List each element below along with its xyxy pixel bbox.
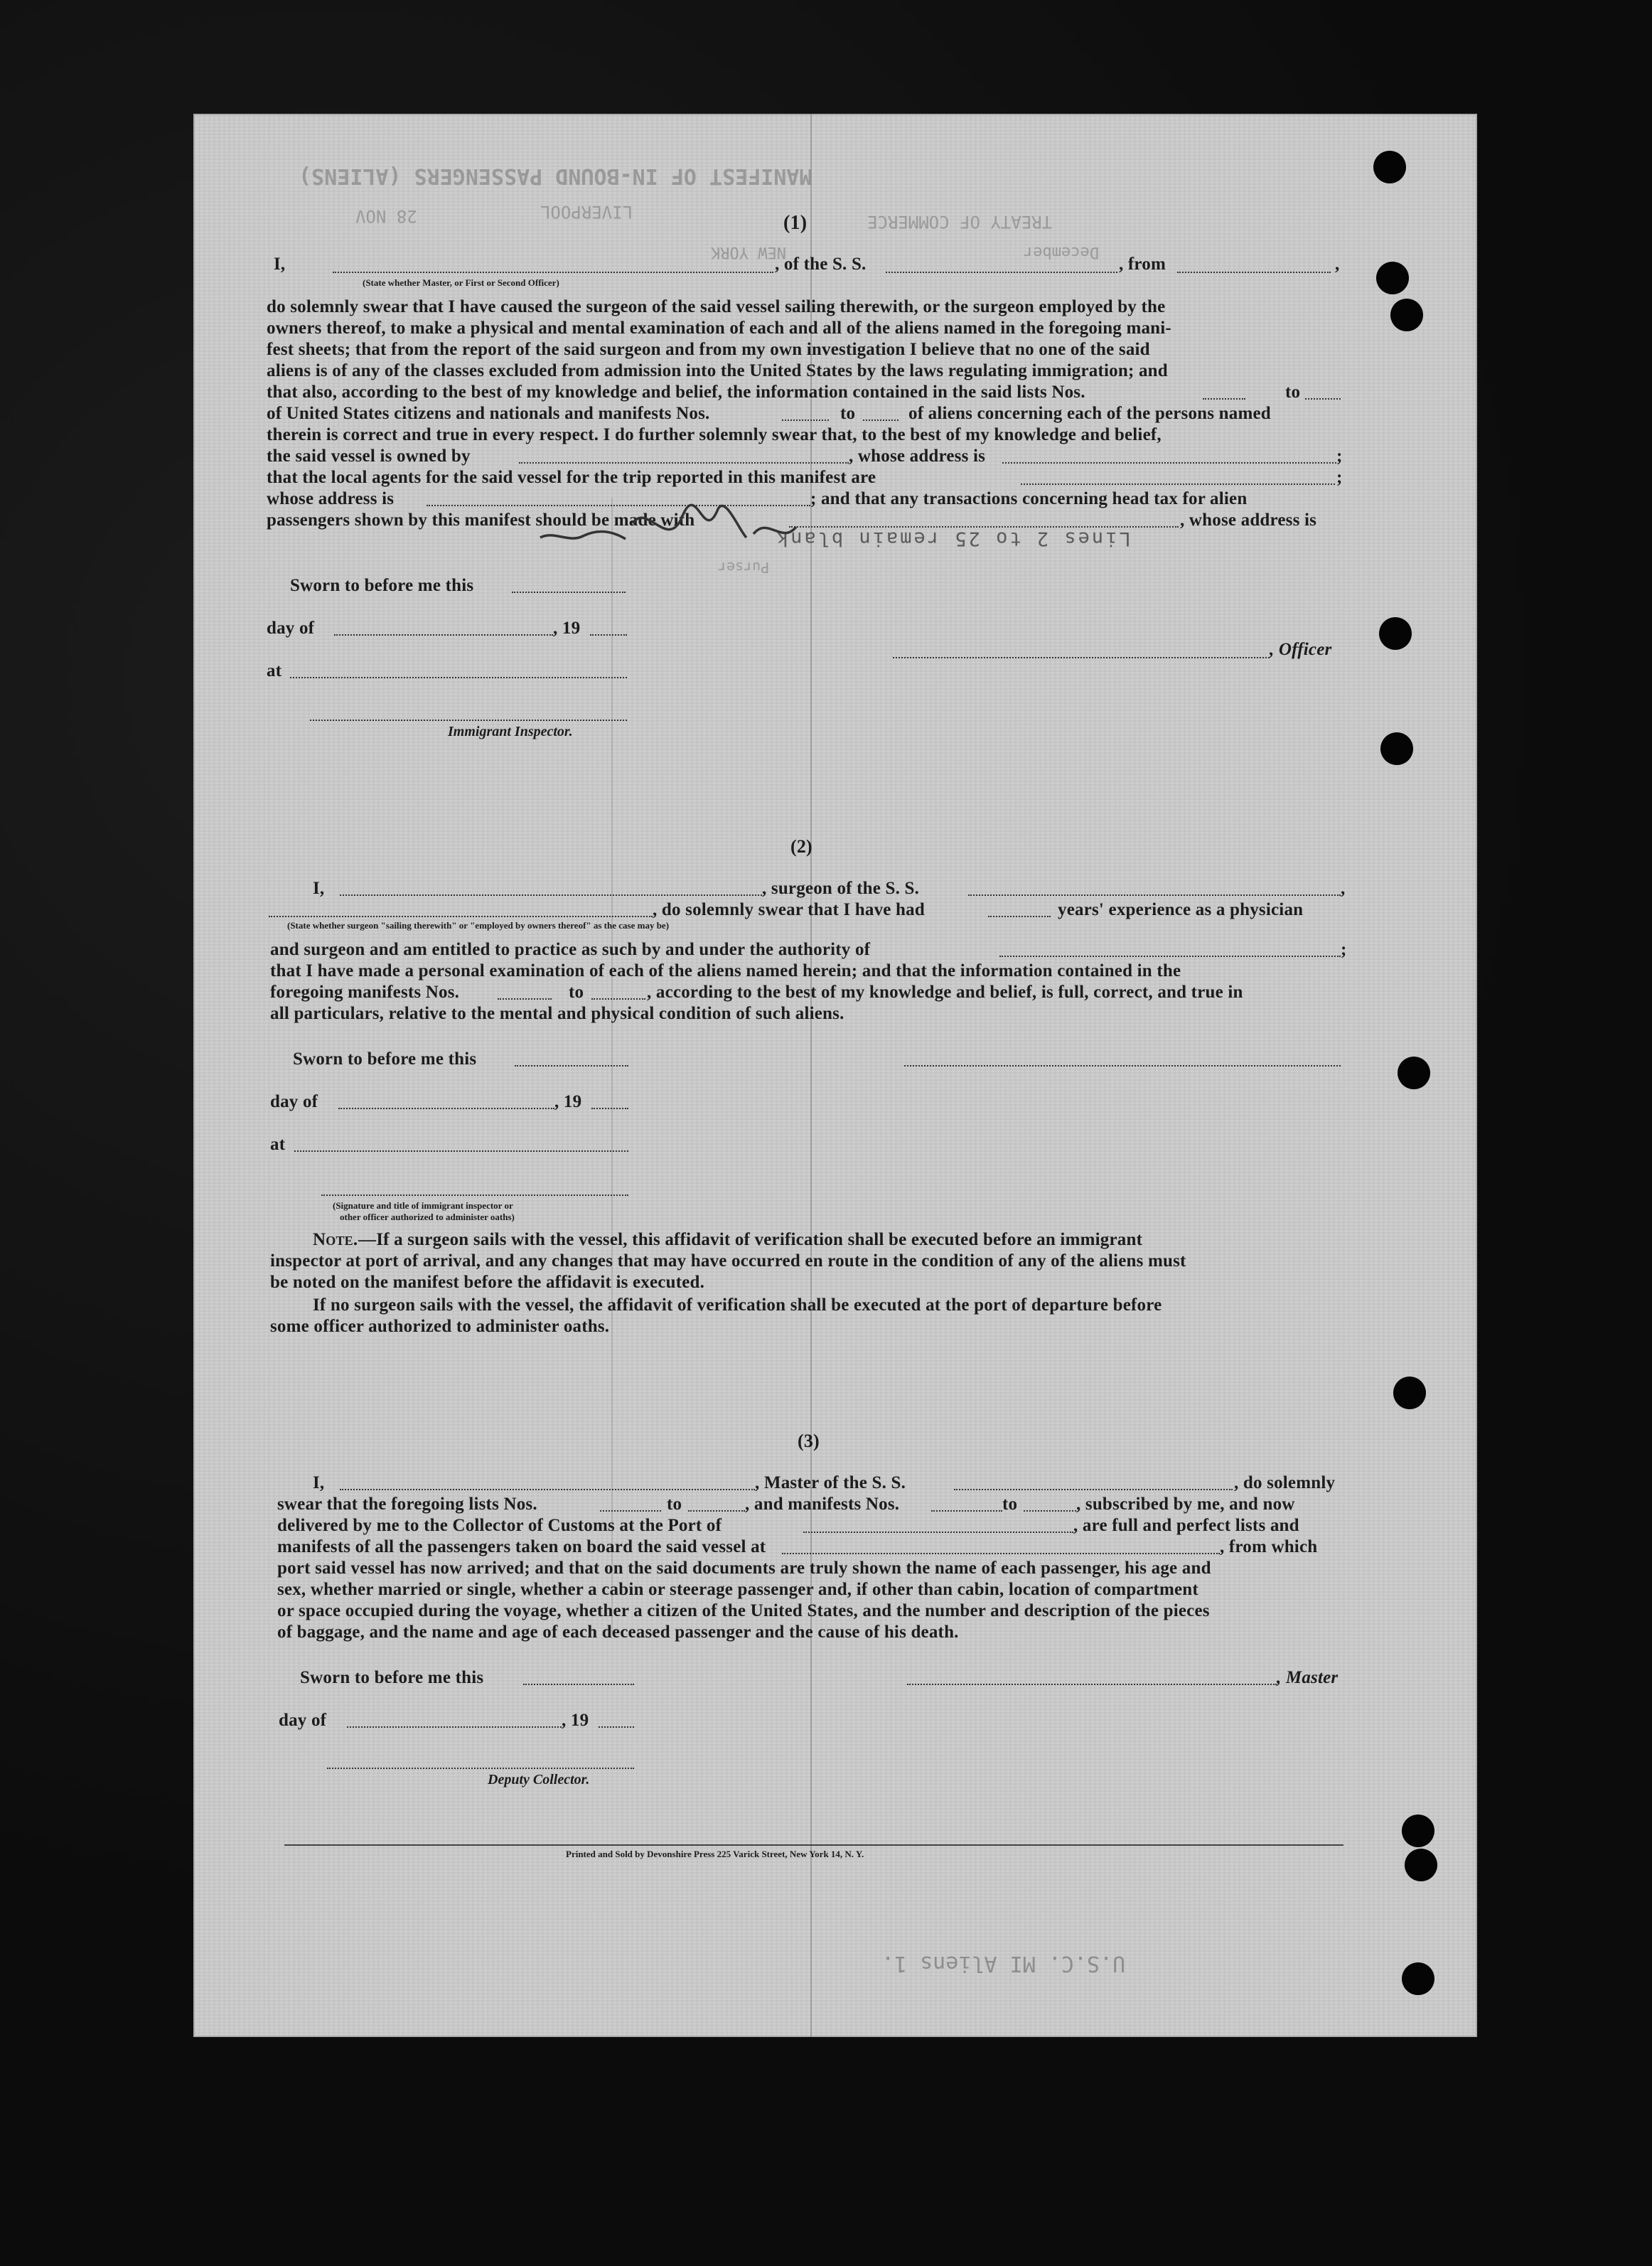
section-1-line-5: that also, according to the best of my knowledge and belief, the information contained in the said lists Nos. xyxy=(267,383,1085,402)
experience-years-field[interactable] xyxy=(988,916,1051,917)
owner-field[interactable] xyxy=(519,462,849,464)
section-1-from: , from xyxy=(1119,255,1166,274)
surgeon-manifests-to-field[interactable] xyxy=(591,998,645,1000)
section-2-number: (2) xyxy=(790,836,812,857)
section-3-subscribed: , subscribed by me, and now xyxy=(1076,1495,1295,1514)
section-2-day-of: day of xyxy=(270,1092,318,1111)
section-3-do-solemnly: , do solemnly xyxy=(1234,1473,1336,1492)
section-3-line-3: manifests of all the passengers taken on board the said vessel at xyxy=(277,1537,766,1556)
punch-hole xyxy=(1398,1057,1430,1089)
section-1-line-2: owners thereof, to make a physical and mental examination of each and all of the aliens named in the foregoing mani- xyxy=(267,319,1171,338)
section-1-line-11: passengers shown by this manifest should be made with xyxy=(267,511,695,530)
section-1-at: at xyxy=(267,661,282,680)
bleed-through-stamp: Lines 2 to 25 remain blank xyxy=(775,528,1131,550)
punch-hole xyxy=(1402,1815,1434,1847)
section-1-semicolon-2: ; xyxy=(1336,468,1343,487)
section-1-whose-address-is: , whose address is xyxy=(1180,511,1317,530)
section-3-I: I, xyxy=(313,1473,325,1492)
sworn-date-field[interactable] xyxy=(512,592,626,593)
lists-from-field[interactable] xyxy=(1203,398,1245,400)
surgeon-sworn-month-field[interactable] xyxy=(338,1108,554,1109)
section-3-line-1: swear that the foregoing lists Nos. xyxy=(277,1495,537,1514)
section-2-swear: , do solemnly swear that I have had xyxy=(653,900,925,919)
section-2-state-note: (State whether surgeon "sailing therewith" or "employed by owners thereof" as the case may be) xyxy=(287,920,670,931)
section-1-and-that: ; and that any transactions concerning head tax for alien xyxy=(810,489,1248,508)
section-3-line-7: of baggage, and the name and age of each deceased passenger and the cause of his death. xyxy=(277,1623,959,1642)
punch-hole xyxy=(1390,299,1423,331)
section-1-officer: , Officer xyxy=(1270,640,1332,659)
section-1-line-6: of United States citizens and nationals and manifests Nos. xyxy=(267,404,710,423)
deputy-collector-signature-field[interactable] xyxy=(327,1768,634,1769)
section-3-to-2: to xyxy=(1002,1495,1018,1514)
section-3-deputy: Deputy Collector. xyxy=(488,1772,590,1787)
printer-credit: Printed and Sold by Devonshire Press 225 Varick Street, New York 14, N. Y. xyxy=(566,1849,864,1859)
footer-rule xyxy=(284,1844,1343,1846)
master-lists-to-field[interactable] xyxy=(688,1510,745,1512)
section-1-to-2: to xyxy=(840,404,856,423)
section-3-line-2: delivered by me to the Collector of Customs at the Port of xyxy=(277,1516,722,1535)
master-sworn-year-field[interactable] xyxy=(599,1726,634,1728)
vessel-name-field[interactable] xyxy=(886,272,1117,273)
punch-hole xyxy=(1402,1962,1434,1995)
embark-port-field[interactable] xyxy=(782,1553,1220,1554)
section-2-according: , according to the best of my knowledge and belief, is full, correct, and true in xyxy=(647,983,1243,1002)
section-3-line-5: sex, whether married or single, whether a cabin or steerage passenger and, if other than cabin, location of compartment xyxy=(277,1580,1198,1599)
section-3-year: , 19 xyxy=(562,1711,589,1730)
bleed-through-month: December xyxy=(1024,243,1099,261)
section-1-line-9: that the local agents for the said vessel for the trip reported in this manifest are xyxy=(267,468,876,487)
surgeon-vessel-field[interactable] xyxy=(968,894,1341,896)
section-1-sworn: Sworn to before me this xyxy=(290,576,474,595)
surgeon-manifests-from-field[interactable] xyxy=(498,998,552,1000)
section-3-full-perfect: , are full and perfect lists and xyxy=(1073,1516,1299,1535)
section-3-and-manifests: , and manifests Nos. xyxy=(745,1495,900,1514)
section-1-of-ss: , of the S. S. xyxy=(775,255,867,274)
sworn-month-field[interactable] xyxy=(334,634,553,636)
owner-address-field[interactable] xyxy=(1002,462,1336,464)
master-manifests-to-field[interactable] xyxy=(1024,1510,1076,1512)
bleed-through-arrival: NEW YORK xyxy=(711,243,786,261)
section-1-year: , 19 xyxy=(553,619,581,638)
master-sworn-month-field[interactable] xyxy=(347,1726,562,1728)
section-2-sig-note-1: (Signature and title of immigrant inspector or xyxy=(333,1200,513,1211)
section-2-I: I, xyxy=(313,879,325,898)
section-3-from-which: , from which xyxy=(1220,1537,1318,1556)
section-1-day-of: day of xyxy=(267,619,315,638)
punch-hole xyxy=(1373,151,1406,183)
surgeon-signature-field[interactable] xyxy=(904,1065,1341,1067)
master-name-field[interactable] xyxy=(333,272,773,273)
section-3-master: , Master xyxy=(1277,1668,1339,1687)
section-2-line-4: all particulars, relative to the mental and physical condition of such aliens. xyxy=(270,1004,844,1023)
section-1-line-4: aliens is of any of the classes excluded from admission into the United States by the laws regulating immigration; and xyxy=(267,361,1168,380)
inspector-signature-field[interactable] xyxy=(310,720,627,721)
section-2-comma: , xyxy=(1341,879,1346,898)
signature xyxy=(526,488,853,559)
section-2-note-line-3: be noted on the manifest before the affidavit is executed. xyxy=(270,1273,705,1292)
manifests-to-field[interactable] xyxy=(863,419,899,421)
fold-crease xyxy=(611,498,613,1635)
section-1-state-note: (State whether Master, or First or Second Officer) xyxy=(363,277,559,288)
master-name-field-3[interactable] xyxy=(340,1489,755,1490)
section-1-of-aliens: of aliens concerning each of the persons named xyxy=(908,404,1271,423)
oath-officer-signature-field[interactable] xyxy=(321,1195,628,1196)
punch-hole xyxy=(1376,262,1409,294)
section-1-line-3: fest sheets; that from the report of the said surgeon and from my own investigation I believe that no one of the said xyxy=(267,340,1150,359)
section-1-I: I, xyxy=(274,255,286,274)
surgeon-sworn-year-field[interactable] xyxy=(591,1108,628,1109)
master-vessel-field[interactable] xyxy=(954,1489,1233,1490)
section-3-sworn: Sworn to before me this xyxy=(300,1668,484,1687)
surgeon-name-field[interactable] xyxy=(340,894,762,896)
punch-hole xyxy=(1379,617,1412,650)
bleed-through-purser: Purser xyxy=(718,559,770,576)
section-1-number: (1) xyxy=(783,212,808,234)
punch-hole xyxy=(1380,732,1413,765)
section-2-years: years' experience as a physician xyxy=(1058,900,1304,919)
surgeon-sworn-date-field[interactable] xyxy=(515,1065,628,1067)
manifests-from-field[interactable] xyxy=(782,419,829,421)
section-1-to: to xyxy=(1285,383,1301,402)
section-1-line-10: whose address is xyxy=(267,489,395,508)
section-2-note-line-1: —If a surgeon sails with the vessel, this affidavit of verification shall be executed before an immigrant xyxy=(358,1230,1143,1249)
section-3-line-4: port said vessel has now arrived; and that on the said documents are truly shown the name of each passenger, his age and xyxy=(277,1559,1211,1578)
surgeon-status-field[interactable] xyxy=(269,916,653,917)
section-2-note-line-5: some officer authorized to administer oaths. xyxy=(270,1317,610,1336)
section-3-day-of: day of xyxy=(279,1711,327,1730)
master-signature-field[interactable] xyxy=(907,1684,1277,1685)
surgeon-sworn-place-field[interactable] xyxy=(294,1150,628,1152)
section-1-comma: , xyxy=(1335,255,1340,274)
section-2-note-line-4: If no surgeon sails with the vessel, the affidavit of verification shall be executed at the port of departure before xyxy=(313,1295,1162,1315)
sworn-place-field[interactable] xyxy=(290,677,627,678)
section-2-sig-note-2: other officer authorized to administer oaths) xyxy=(340,1212,515,1222)
section-2-note-label: Note. xyxy=(313,1230,358,1249)
section-2-semicolon: ; xyxy=(1341,940,1347,959)
bleed-through-header: MANIFEST OF IN-BOUND PASSENGERS (ALIENS) xyxy=(299,164,812,188)
section-3-to: to xyxy=(667,1495,682,1514)
section-1-semicolon: ; xyxy=(1336,447,1343,466)
section-1-inspector: Immigrant Inspector. xyxy=(448,724,573,739)
section-3-number: (3) xyxy=(798,1431,820,1451)
bleed-through-code: U.S.C. MI Aliens 1. xyxy=(881,1951,1126,1976)
section-1-line-7: therein is correct and true in every respect. I do further solemnly swear that, to the best of my knowledge and belief, xyxy=(267,425,1162,444)
master-lists-from-field[interactable] xyxy=(600,1510,661,1512)
punch-hole xyxy=(1393,1377,1426,1409)
section-2-year: , 19 xyxy=(554,1092,582,1111)
master-manifests-from-field[interactable] xyxy=(931,1510,1002,1512)
section-2-surgeon-of: , surgeon of the S. S. xyxy=(762,879,920,898)
customs-port-field[interactable] xyxy=(803,1532,1073,1533)
section-2-at: at xyxy=(270,1135,286,1154)
section-2-line-1: and surgeon and am entitled to practice as such by and under the authority of xyxy=(270,940,871,959)
agents-field[interactable] xyxy=(1021,483,1335,485)
departure-port-field[interactable] xyxy=(1177,272,1331,273)
sworn-year-field[interactable] xyxy=(590,634,627,636)
section-2-note-line-2: inspector at port of arrival, and any changes that may have occurred en route in the condition of any of the aliens must xyxy=(270,1251,1186,1271)
master-sworn-date-field[interactable] xyxy=(523,1684,634,1685)
section-3-line-6: or space occupied during the voyage, whether a citizen of the United States, and the number and description of the pieces xyxy=(277,1601,1210,1620)
lists-to-field[interactable] xyxy=(1305,398,1341,400)
punch-hole xyxy=(1405,1849,1437,1881)
section-2-line-2: that I have made a personal examination of each of the aliens named herein; and that the information contained in the xyxy=(270,961,1181,980)
section-1-whose-address: , whose address is xyxy=(849,447,986,466)
section-2-line-3: foregoing manifests Nos. xyxy=(270,983,460,1002)
officer-signature-field[interactable] xyxy=(893,657,1270,658)
section-1-line-8: the said vessel is owned by xyxy=(267,447,471,466)
section-2-sworn: Sworn to before me this xyxy=(293,1049,477,1069)
bleed-through-port: LIVERPOOL xyxy=(540,202,633,222)
authority-field[interactable] xyxy=(999,956,1341,957)
section-3-master-of: , Master of the S. S. xyxy=(755,1473,906,1492)
section-2-to: to xyxy=(569,983,584,1002)
section-1-line-1: do solemnly swear that I have caused the surgeon of the said vessel sailing therewith, or the surgeon employed by the xyxy=(267,297,1166,316)
bleed-through-date: 28 NOV xyxy=(355,206,417,226)
bleed-through-treaty: TREATY OF COMMERCE xyxy=(867,212,1053,232)
